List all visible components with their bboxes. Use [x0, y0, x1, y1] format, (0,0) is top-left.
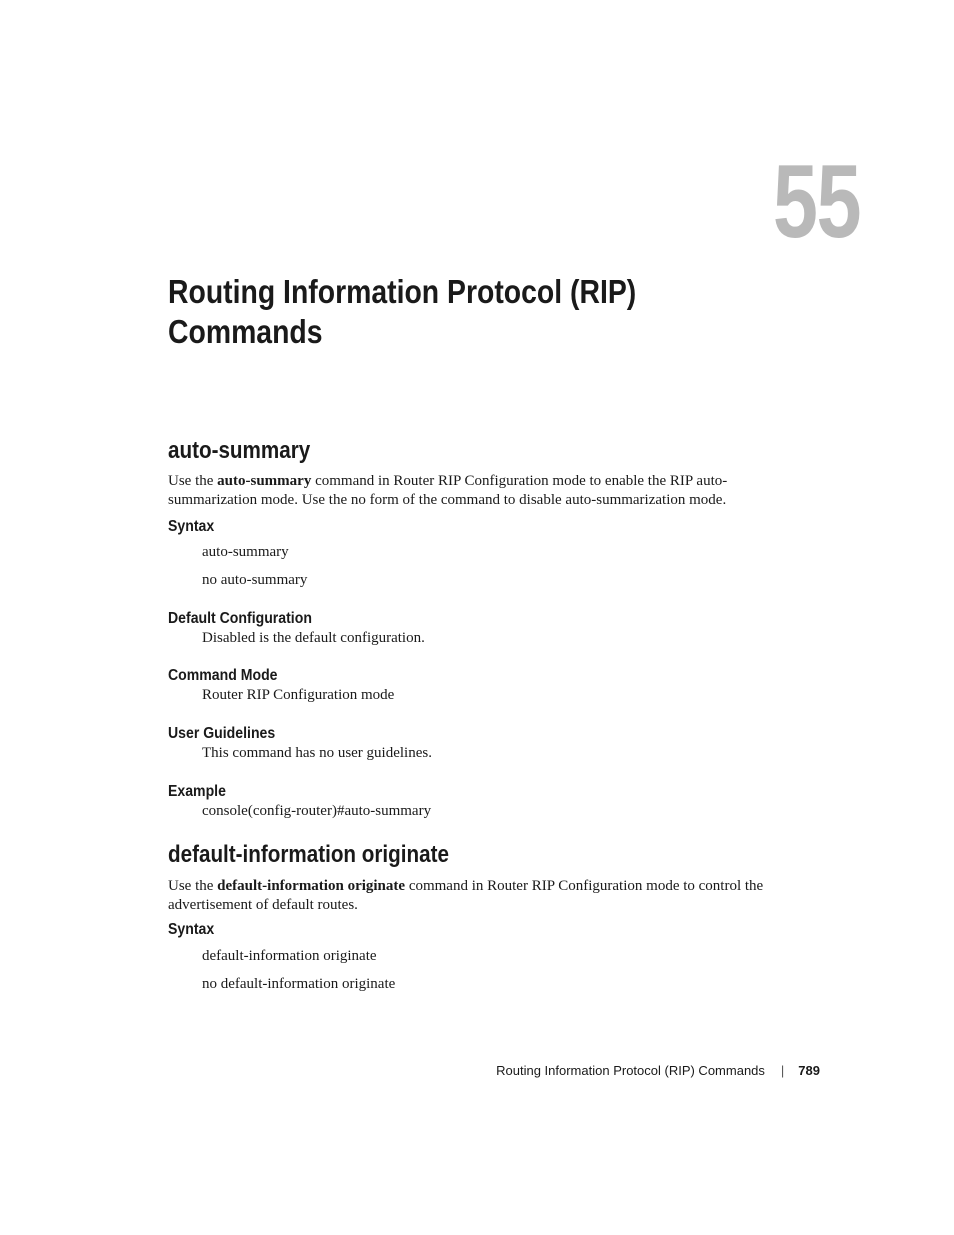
syntax-line: default-information originate	[202, 948, 377, 964]
intro-text: Use the	[168, 878, 218, 894]
intro-text: advertisement of default routes.	[168, 897, 358, 913]
syntax-line: no default-information originate	[202, 976, 396, 992]
example-heading: Example	[168, 783, 226, 800]
intro-text: command in Router RIP Configuration mode to control the	[405, 878, 764, 894]
page-footer	[430, 1062, 820, 1080]
chapter-title-line2: Commands	[168, 313, 323, 350]
command-mode-heading: Command Mode	[168, 667, 278, 684]
syntax-line: auto-summary	[202, 544, 289, 560]
syntax-line: no auto-summary	[202, 572, 308, 588]
intro-text: command in Router RIP Configuration mode to enable the RIP auto-	[311, 473, 728, 489]
default-configuration-heading: Default Configuration	[168, 610, 312, 627]
syntax-heading: Syntax	[168, 518, 215, 535]
footer-separator: |	[780, 1063, 785, 1078]
intro-text: summarization mode. Use the no form of the command to disable auto-summarization mode.	[168, 492, 727, 508]
intro-command: default-information originate	[217, 878, 406, 894]
chapter-title-line1: Routing Information Protocol (RIP)	[168, 273, 637, 310]
intro-text: Use the	[168, 473, 218, 489]
user-guidelines-text: This command has no user guidelines.	[202, 745, 432, 761]
footer-title: Routing Information Protocol (RIP) Commands	[496, 1063, 765, 1078]
default-configuration-text: Disabled is the default configuration.	[202, 630, 425, 646]
page-number: 789	[798, 1063, 820, 1078]
section-heading-auto-summary: auto-summary	[168, 437, 311, 464]
section-heading-default-information-originate: default-information originate	[168, 841, 449, 868]
example-text: console(config-router)#auto-summary	[202, 803, 432, 819]
intro-command: auto-summary	[217, 473, 312, 489]
section-intro-default-information-originate	[168, 877, 768, 915]
command-mode-text: Router RIP Configuration mode	[202, 687, 395, 703]
chapter-number: 55	[772, 144, 860, 260]
chapter-title	[168, 272, 636, 352]
section-intro-auto-summary	[168, 472, 768, 510]
user-guidelines-heading: User Guidelines	[168, 725, 276, 742]
syntax-heading: Syntax	[168, 921, 215, 938]
